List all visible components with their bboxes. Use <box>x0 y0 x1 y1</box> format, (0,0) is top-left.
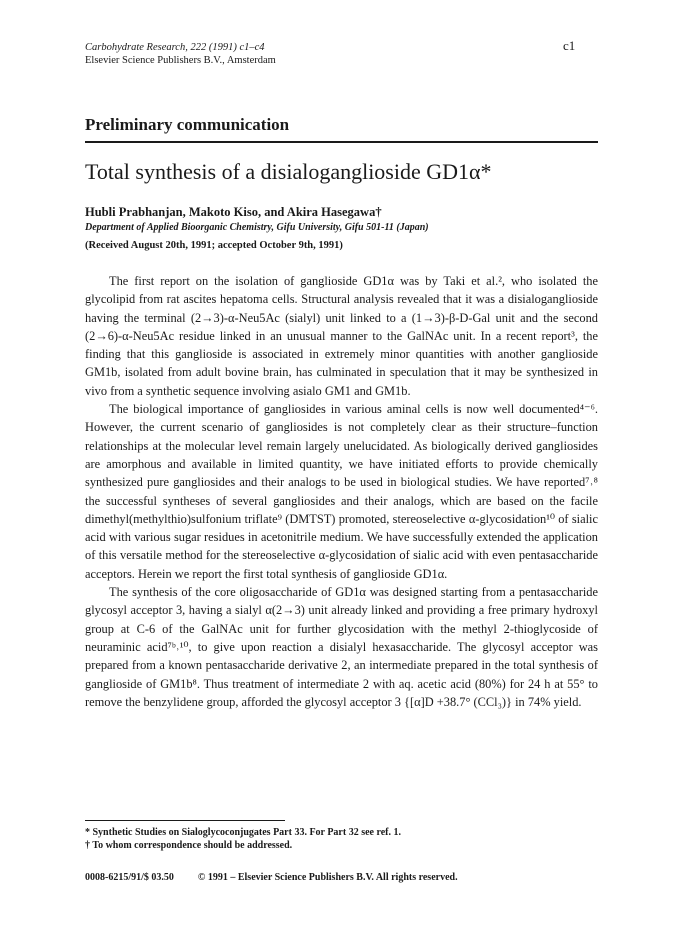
author-list: Hubli Prabhanjan, Makoto Kiso, and Akira Hasegawa† <box>85 205 382 219</box>
article-title: Total synthesis of a disialoganglioside GD1α* <box>85 159 492 184</box>
journal-header <box>85 41 276 67</box>
footnote-rule <box>85 820 285 821</box>
issn-code: 0008-6215/91/$ 03.50 <box>85 872 174 883</box>
journal-citation: Carbohydrate Research, 222 (1991) c1–c4 <box>85 42 265 53</box>
paragraph: The first report on the isolation of ganglioside GD1α was by Taki et al.², who isolated the glycolipid from rat ascites hepatoma cells. Structural analysis revealed that it was a disialoganglioside having the terminal (2→3)-α-Neu5Ac (sialyl) unit linked to a (1→3)-β-D-Gal unit and the second (2→6)-α-Neu5Ac residue linked in an unusual manner to the GalNAc unit. In a recent report³, the finding that this ganglioside is associated in extremely minor quantities with another ganglioside GM1b, isolated from adult bovine brain, has culminated in speculation that it may be synthesized in vivo from a synthetic sequence involving asialo GM1 and GM1b. <box>85 274 598 398</box>
page-number: c1 <box>563 38 576 53</box>
header-rule <box>85 141 598 143</box>
footnote: † To whom correspondence should be addressed. <box>85 840 293 851</box>
publication-info <box>85 872 458 883</box>
footnote: * Synthetic Studies on Sialoglycoconjugates Part 33. For Part 32 see ref. 1. <box>85 827 401 838</box>
publisher-line: Elsevier Science Publishers B.V., Amsterdam <box>85 55 276 66</box>
section-label: Preliminary communication <box>85 115 290 134</box>
footnotes <box>85 826 401 852</box>
received-dates: (Received August 20th, 1991; accepted October 9th, 1991) <box>85 240 343 251</box>
copyright-notice: © 1991 – Elsevier Science Publishers B.V. All rights reserved. <box>197 872 458 883</box>
paragraph: The synthesis of the core oligosaccharide of GD1α was designed starting from a pentasaccharide glycosyl acceptor 3, having a sialyl α(2→3) unit already linked and providing a free primary hydroxyl group at C-6 of the GalNAc unit for further glycosidation with the methyl 2-thioglycoside of neuraminic acid⁷ᵇ˒¹⁰, to give upon reaction a disialyl hexasaccharide. The glycosyl acceptor was prepared from a known pentasaccharide derivative 2, an intermediate prepared in the total synthesis of ganglioside of GM1b⁸. Thus treatment of intermediate 2 with aq. acetic acid (80%) for 24 h at 55° to remove the benzylidene group, afforded the glycosyl acceptor 3 {[α]D +38.7° (CCl₃)} in 74% yield. <box>85 585 598 709</box>
article-body <box>85 272 598 711</box>
paragraph: The biological importance of gangliosides in various aminal cells is now well documented⁴⁻⁶. However, the current scenario of gangliosides is not completely clear as their structure–function relationships at the molecular level remain largely unelucidated. As biologically derived gangliosides are amorphous and available in limited quantity, we have initiated efforts to provide chemically synthesized pure gangliosides and their analogs to be used in biological studies. We have reported⁷˒⁸ the successful syntheses of several gangliosides and their analogs, which are based on the facile dimethyl(methylthio)sulfonium triflate⁹ (DMTST) promoted, stereoselective α-glycosidation¹⁰ of sialic acid with various sugar residues in acetonitrile medium. We have successfully extended the application of this versatile method for the stereoselective α-glycosidation of sialic acid with even pentasaccharide acceptors. Herein we report the first total synthesis of ganglioside GD1α. <box>85 402 598 581</box>
affiliation: Department of Applied Bioorganic Chemistry, Gifu University, Gifu 501-11 (Japan) <box>85 222 429 233</box>
